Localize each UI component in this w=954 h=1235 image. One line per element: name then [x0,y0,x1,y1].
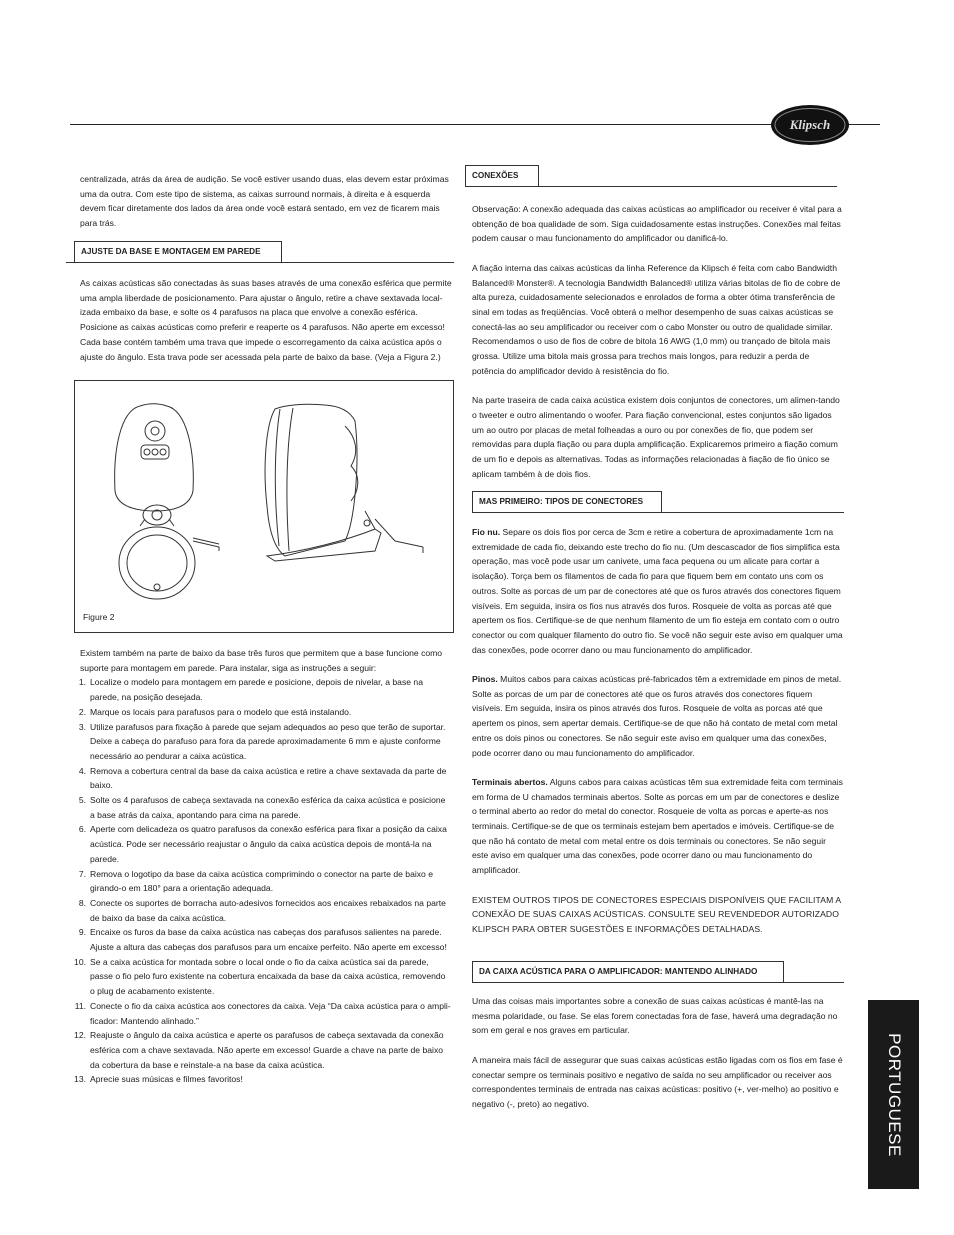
list-item: 9. Encaixe os furos da base da caixa acústica nas cabeças dos parafusos salientes na parede. Ajuste a altura das cabeças dos parafusos para um encaixe perfeito. Não aperte em excesso! [78,927,447,953]
section-title: CONEXÕES [465,165,539,186]
pins-paragraph: Pinos. Muitos cabos para caixas acústicas pré-fabricados têm a extremidade em pinos de metal. Solte as porcas de um par de conectores até que os furos através dos conectores fiquem visíveis. Em seguida, insira os pinos através dos furos. Rosqueie de volta as porcas até que apertem os pinos, sem apertar demais. Certifique-se de que não há contato de metal com metal entre os dois pinos ou conectores. Se não seguir este aviso em qualquer uma das conexões, pode ocorrer dano ou mau funcionamento do amplificador. [472,674,842,758]
section-rule [66,262,454,263]
connections-note: Observação: A conexão adequada das caixas acústicas ao amplificador ou receiver é vital para a obtenção de boa qualidade de som. Siga cuidadosamente estas instruções. Conexões mal feitas podem causar o mau funcionamento do amplificador ou danificá-lo. [472,204,842,244]
bare-wire-paragraph: Fio nu. Separe os dois fios por cerca de 3cm e retire a cobertura de aproximadamente 1cm na extremidade de cada fio, deixando este trecho do fio nu. (Um descascador de fios simplifica esta operação, mas você pode usar um canivete, uma faca pequena ou um alicate para cortar a isolação). Torça bem os filamentos de cada fio para que fiquem bem em contato uns com os outros. Solte as porcas de um par de conectores até que os furos através dos conectores fiquem visíveis. Em seguida, insira os fios nus através dos furos. Rosqueie de volta as porcas até que apertem os fios. Certifique-se de que nenhum filamento de um fio esteja em contato com o outro conector ou com qualquer filamento do outro fio. Se você não seguir este aviso em qualquer uma das conexões, pode ocorrer dano ou mau funcionamento do amplificador. [472,527,843,655]
wiring-paragraph: A fiação interna das caixas acústicas da linha Reference da Klipsch é feita com cabo Bandwidth Balanced® Monster®. A tecnologia Bandwidth Balanced® utiliza várias bitolas de fio de cobre de alta pureza, cuidadosamente selecionados e enrolados de forma a obter ótima transferência de sinal em todas as freqüências. Você obterá o melhor desempenho de suas caixas acústicas se conectá-las ao seu amplificador ou receiver com o cabo Monster ou outro de qualidade similar. Recomendamos o uso de fios de cobre de bitola 16 AWG (1,0 mm) ou trançado de bitola mais grossa. Utilize uma bitola mais grossa para trechos mais longos, para reduzir a perda de potência do amplificador devido à resistência do fio. [472,262,841,376]
list-item: 7. Remova o logotipo da base da caixa acústica comprimindo o conector na parte de baixo e girando-o em 180° para a orientação adequada. [78,868,433,894]
section-rule [465,186,837,187]
figure-2 [74,380,454,633]
mount-steps-list [74,675,452,1087]
list-item: 4. Remova a cobertura central da base da caixa acústica e retire a chave sextavada da parte de baixo. [78,765,447,791]
other-connectors-note: EXISTEM OUTROS TIPOS DE CONECTORES ESPECIAIS DISPONÍVEIS QUE FACILITAM A CONEXÃO DE SUAS CAIXAS ACÚSTICAS. CONSULTE SEU REVENDEDOR AUTORIZADO KLIPSCH PARA OBTER SUGESTÕES E INFORMAÇÕES DETALHADAS. [472,894,841,934]
section-rule [472,982,844,983]
list-item: 12. Reajuste o ângulo da caixa acústica e aperte os parafusos de cabeça sextavada da conexão esférica com a chave sextavada. Não aperte em excesso! Guarde a chave na parte de baixo da cobertura da base e reinstale-a na base da caixa acústica. [74,1030,444,1070]
section-title: DA CAIXA ACÚSTICA PARA O AMPLIFICADOR: MANTENDO ALINHADO [472,961,784,982]
polarity-paragraph: Uma das coisas mais importantes sobre a conexão de suas caixas acústicas é mantê-las na mesma polaridade, ou fase. Se elas forem conectadas fora de fase, haverá uma degradação no som em geral e nos graves em particular. [472,996,838,1036]
terminals-paragraph: Na parte traseira de cada caixa acústica existem dois conjuntos de conectores, um alimen-tando o tweeter e outro alimentando o woofer. Para fiação convencional, estes conjuntos são ligados um ao outro por placas de metal folheadas a ouro ou por conexões de fio, que podem ser removidas para dupla fiação ou para dupla amplificação. Explicaremos primeiro a fiação comum de um fio e depois as alternativas. Todas as informações relacionadas à fiação de fio único se aplicam também à de dois fios. [472,395,840,479]
connections-block [472,202,844,481]
section-title: MAS PRIMEIRO: TIPOS DE CONECTORES [472,491,662,512]
figure-caption: Figure 2 [83,612,115,622]
klipsch-logo [770,103,850,147]
list-item: 13. Aprecie suas músicas e filmes favoritos! [74,1074,243,1085]
polarity-block [472,994,844,1112]
list-item: 3. Utilize parafusos para fixação à parede que sejam adequados ao peso que terão de suportar. Deixe a cabeça do parafuso para fora da parede aproximadamente 6 mm e ajuste conforme necessário ao pendurar a caixa acústica. [78,721,446,761]
spade-paragraph: Terminais abertos. Alguns cabos para caixas acústicas têm sua extremidade feita com terminais em forma de U chamados terminais abertos. Solte as porcas em um par de conectores e deslize o terminal aberto ao redor do metal do conector. Rosqueie de volta as porcas e aperte-as nos terminais. Certifique-se de que os terminais estejam bem apertados e imóveis. Certifique-se de que não há contato de metal com metal entre os dois terminais ou conectores. Se não seguir este aviso em qualquer uma das conexões, pode ocorrer dano ou mau funcionamento do amplificador. [472,776,843,876]
list-item: 1. Localize o modelo para montagem em parede e posicione, depois de nivelar, a base na parede, na posição desejada. [78,677,423,703]
list-item: 11. Conecte o fio da caixa acústica aos conectores da caixa. Veja “Da caixa acústica para o ampli-ficador: Mantendo alinhado.” [74,1000,451,1026]
list-item: 8. Conecte os suportes de borracha auto-adesivos fornecidos aos encaixes rebaixados na parte de baixo da base da caixa acústica. [78,897,446,923]
header-rule [70,124,880,125]
left-column [80,172,452,231]
list-item: 10. Se a caixa acústica for montada sobre o local onde o fio da caixa acústica sai da parede, passe o fio pelo furo existente na cobertura encaixada da base da caixa acústica, removendo o plug de acabamento existente. [74,956,446,997]
list-item: 2. Marque os locais para parafusos para o modelo que está instalando. [78,706,352,717]
mount-intro: Existem também na parte de baixo da base três furos que permitem que a base funcione como suporte para montagem em parede. Para instalar, siga as instruções a seguir: [80,648,443,673]
speaker-base-illustration [75,381,453,611]
language-tab-label: PORTUGUESE [884,1032,904,1157]
list-item: 6. Aperte com delicadeza os quatro parafusos da conexão esférica para fixar a posição da caixa acústica. Pode ser necessário reajustar o ângulo da caixa acústica depois de montá-la na parede. [78,824,447,864]
mount-block [74,646,452,1087]
base-paragraph-block [80,276,452,364]
connectors-block [472,525,844,937]
base-paragraph: As caixas acústicas são conectadas às suas bases através de uma conexão esférica que permite uma ampla liberdade de posicionamento. Para ajustar o ângulo, retire a chave sextavada local-izada embaixo da base, e solte os 4 parafusos na placa que envolve a conexão esférica. Posicione as caixas acústicas como preferir e reaperte os 4 parafusos. Não aperte em excesso! Cada base contém também uma trava que impede o escorregamento da caixa acústica após o ajuste do ângulo. Esta trava pode ser acessada pela parte de baixo da base. (Veja a Figura 2.) [80,278,452,362]
intro-paragraph: centralizada, atrás da área de audição. Se você estiver usando duas, elas devem estar próximas uma da outra. Com este tipo de sistema, as caixas surround normais, à direita e à esquerda devem ficar diretamente dos lados da área onde você estará sentado, em vez de ficarem mais para trás. [80,174,449,229]
section-title: AJUSTE DA BASE E MONTAGEM EM PAREDE [74,241,282,262]
list-item: 5. Solte os 4 parafusos de cabeça sextavada na conexão esférica da caixa acústica e posicione a base atrás da caixa, apontando para cima na parede. [78,795,446,820]
logo-text: Klipsch [789,117,831,132]
phase-paragraph: A maneira mais fácil de assegurar que suas caixas acústicas estão ligadas com os fios em fase é conectar sempre os terminais positivo e negativo de saída no seu amplificador ou receiver aos correspondentes terminais de entrada nas caixas acústicas: positivo (+, ver-melho) ao positivo e negativo (-, preto) ao negativo. [472,1054,843,1109]
section-rule [472,512,844,513]
language-tab [868,1000,919,1189]
